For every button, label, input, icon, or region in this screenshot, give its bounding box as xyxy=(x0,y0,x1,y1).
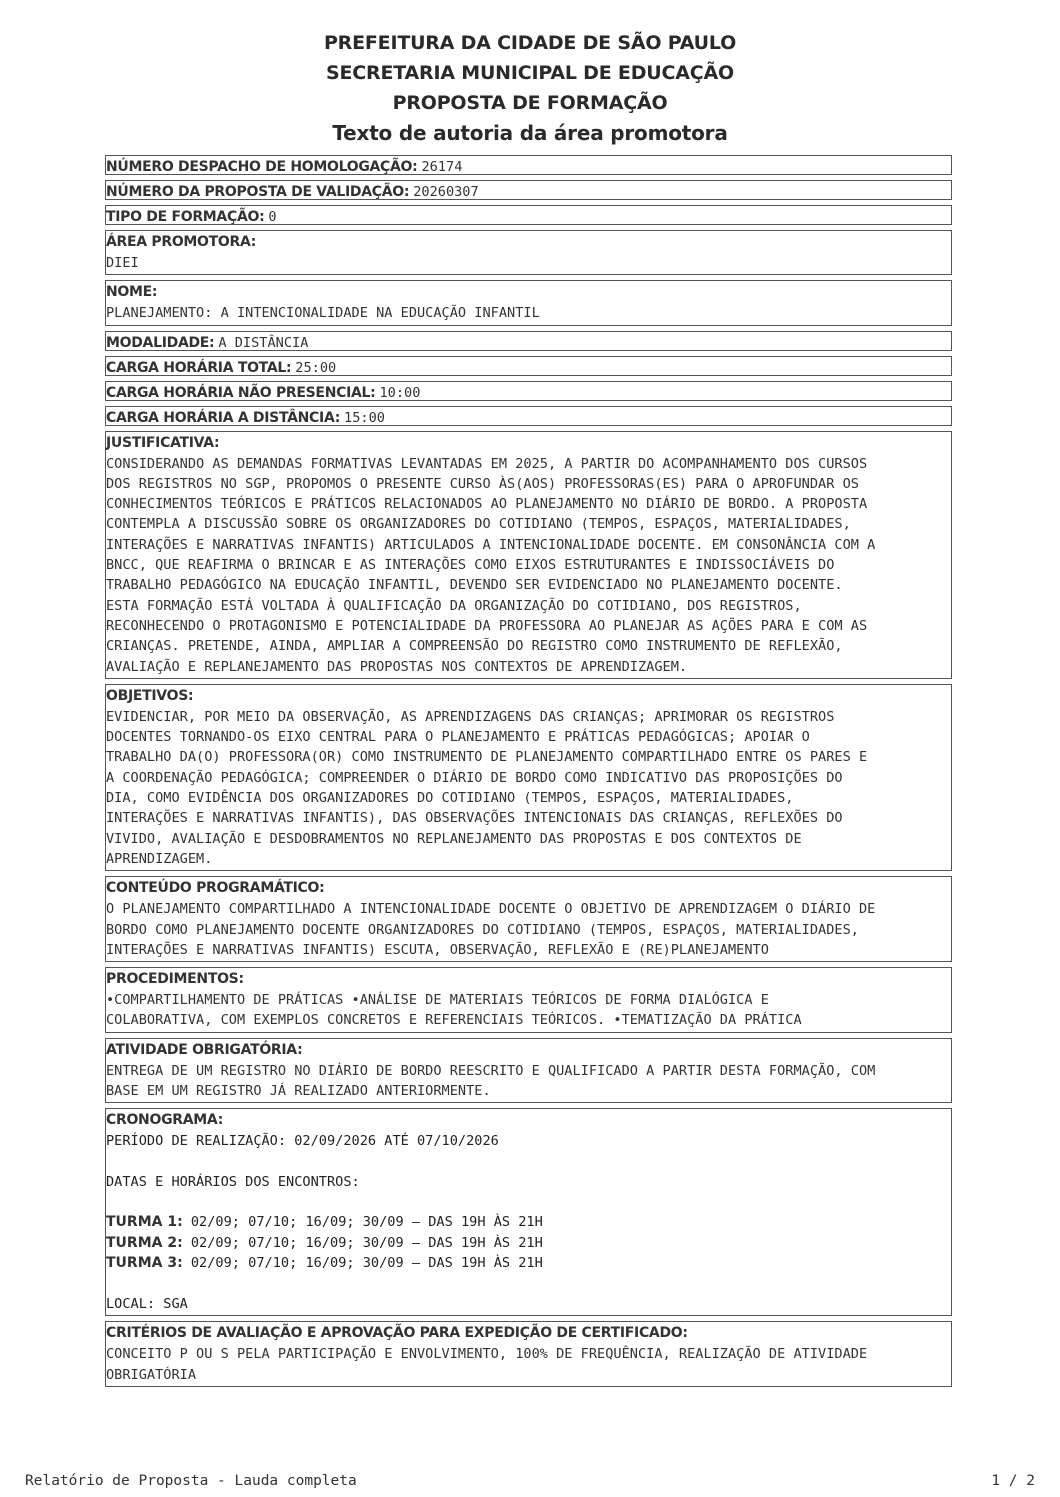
field-label: OBJETIVOS: xyxy=(106,687,194,704)
cronograma-local: LOCAL: SGA xyxy=(106,1295,188,1312)
field-modalidade xyxy=(105,331,952,351)
field-value: 10:00 xyxy=(379,384,421,401)
document-header xyxy=(0,28,1060,148)
field-value: EVIDENCIAR, POR MEIO DA OBSERVAÇÃO, AS APRENDIZAGENS DAS CRIANÇAS; APRIMORAR OS REGISTROS DOCENTES TORNANDO-OS EIXO CENTRAL PARA O PLANEJAMENTO E PRÁTICAS PEDAGÓGICAS; APOIAR O TRABALHO DA(O) PROFESSORA(OR) COMO INSTRUMENTO DE PLANEJAMENTO COMPARTILHADO ENTRE OS PARES E A COORDENAÇÃO PEDAGÓGICA; COMPREENDER O DIÁRIO DE BORDO COMO INDICATIVO DAS PROPOSIÇÕES DO DIA, COMO EVIDÊNCIA DOS ORGANIZADORES DO COTIDIANO (TEMPOS, ESPAÇOS, MATERIALIDADES, INTERAÇÕES E NARRATIVAS INFANTIS), DAS OBSERVAÇÕES INTENCIONAIS DAS CRIANÇAS, REFLEXÕES DO VIVIDO, AVALIAÇÃO E DESDOBRAMENTOS NO REPLANEJAMENTO DAS PROPOSTAS E DOS CONTEXTOS DE APRENDIZAGEM. xyxy=(106,708,868,867)
field-despacho xyxy=(105,155,952,175)
field-label: ATIVIDADE OBRIGATÓRIA: xyxy=(106,1041,303,1058)
field-atividade-obrigatoria xyxy=(105,1038,952,1104)
cronograma-turma xyxy=(106,1233,951,1254)
field-value: 20260307 xyxy=(413,184,479,200)
field-value: •COMPARTILHAMENTO DE PRÁTICAS •ANÁLISE DE MATERIAIS TEÓRICOS DE FORMA DIALÓGICA E COLABORATIVA, COM EXEMPLOS CONCRETOS E REFERENCIAIS TEÓRICOS. •TEMATIZAÇÃO DA PRÁTICA xyxy=(106,992,802,1029)
field-value: A DISTÂNCIA xyxy=(218,334,309,351)
field-nome xyxy=(105,280,952,325)
turma-value: 02/09; 07/10; 16/09; 30/09 — DAS 19H ÀS 21H xyxy=(190,1234,543,1251)
turma-label: TURMA 3: xyxy=(106,1255,183,1272)
header-prefeitura: PREFEITURA DA CIDADE DE SÃO PAULO xyxy=(323,32,737,54)
field-cronograma xyxy=(105,1108,952,1316)
field-carga-nao-presencial xyxy=(105,381,952,401)
field-label: JUSTIFICATIVA: xyxy=(106,434,220,451)
field-label: CARGA HORÁRIA TOTAL: xyxy=(106,359,292,376)
turma-value: 02/09; 07/10; 16/09; 30/09 — DAS 19H ÀS 21H xyxy=(190,1214,543,1231)
field-area-promotora xyxy=(105,230,952,275)
cronograma-turma xyxy=(106,1212,951,1233)
field-criterios xyxy=(105,1321,952,1387)
turma-label: TURMA 1: xyxy=(106,1214,183,1231)
turma-label: TURMA 2: xyxy=(106,1234,183,1251)
field-label: CONTEÚDO PROGRAMÁTICO: xyxy=(106,880,325,897)
field-value: PLANEJAMENTO: A INTENCIONALIDADE NA EDUCAÇÃO INFANTIL xyxy=(106,305,540,322)
field-proposta xyxy=(105,180,952,200)
field-label: NÚMERO DESPACHO DE HOMOLOGAÇÃO: xyxy=(106,159,418,175)
field-label: CARGA HORÁRIA NÃO PRESENCIAL: xyxy=(106,384,376,401)
field-label: MODALIDADE: xyxy=(106,334,215,351)
field-label: CRONOGRAMA: xyxy=(106,1112,224,1129)
field-value: ENTREGA DE UM REGISTRO NO DIÁRIO DE BORDO REESCRITO E QUALIFICADO A PARTIR DESTA FORMAÇÃO, COM BASE EM UM REGISTRO JÁ REALIZADO ANTERIORMENTE. xyxy=(106,1062,876,1100)
field-procedimentos xyxy=(105,967,952,1033)
field-label: ÁREA PROMOTORA: xyxy=(106,234,257,250)
field-label: TIPO DE FORMAÇÃO: xyxy=(106,209,265,225)
field-value: 0 xyxy=(268,209,277,225)
header-proposta: PROPOSTA DE FORMAÇÃO xyxy=(392,92,668,114)
footer-report-title: Relatório de Proposta - Lauda completa xyxy=(25,1473,357,1489)
field-label: CRITÉRIOS DE AVALIAÇÃO E APROVAÇÃO PARA EXPEDIÇÃO DE CERTIFICADO: xyxy=(106,1325,688,1342)
field-carga-distancia xyxy=(105,406,952,426)
field-value: DIEI xyxy=(106,255,139,271)
turma-value: 02/09; 07/10; 16/09; 30/09 — DAS 19H ÀS 21H xyxy=(190,1255,543,1272)
field-justificativa xyxy=(105,431,952,679)
cronograma-periodo: PERÍODO DE REALIZAÇÃO: 02/09/2026 ATÉ 07/10/2026 xyxy=(106,1133,499,1150)
field-objetivos xyxy=(105,684,952,871)
field-value: CONCEITO P OU S PELA PARTICIPAÇÃO E ENVOLVIMENTO, 100% DE FREQUÊNCIA, REALIZAÇÃO DE ATIVIDADE OBRIGATÓRIA xyxy=(106,1346,868,1383)
header-secretaria: SECRETARIA MUNICIPAL DE EDUCAÇÃO xyxy=(326,62,734,84)
page-footer xyxy=(25,1473,1035,1489)
field-carga-total xyxy=(105,356,952,376)
field-value: 25:00 xyxy=(295,359,337,376)
field-label: NOME: xyxy=(106,284,158,301)
field-value: O PLANEJAMENTO COMPARTILHADO A INTENCIONALIDADE DOCENTE O OBJETIVO DE APRENDIZAGEM O DIÁRIO DE BORDO COMO PLANEJAMENTO DOCENTE ORGANIZADORES DO COTIDIANO (TEMPOS, ESPAÇOS, MATERIALIDADES, INTERAÇÕES E NARRATIVAS INFANTIS) ESCUTA, OBSERVAÇÃO, REFLEXÃO E (RE)PLANEJAMENTO xyxy=(106,901,876,958)
field-label: CARGA HORÁRIA A DISTÂNCIA: xyxy=(106,409,341,426)
field-value: CONSIDERANDO AS DEMANDAS FORMATIVAS LEVANTADAS EM 2025, A PARTIR DO ACOMPANHAMENTO DOS CURSOS DOS REGISTROS NO SGP, PROPOMOS O PRESENTE CURSO ÀS(AOS) PROFESSORAS(ES) PARA O APROFUNDAR OS CONHECIMENTOS TEÓRICOS E PRÁTICOS RELACIONADOS AO PLANEJAMENTO NO DIÁRIO DE BORDO. A PROPOSTA CONTEMPLA A DISCUSSÃO SOBRE OS ORGANIZADORES DO COTIDIANO (TEMPOS, ESPAÇOS, MATERIALIDADES, INTERAÇÕES E NARRATIVAS INFANTIS) ARTICULADOS A INTENCIONALIDADE DOCENTE. EM CONSONÂNCIA COM A BNCC, QUE REAFIRMA O BRINCAR E AS INTERAÇÕES COMO EIXOS ESTRUTURANTES E INDISSOCIÁVEIS DO TRABALHO PEDAGÓGICO NA EDUCAÇÃO INFANTIL, DEVENDO SER EVIDENCIADO NO PLANEJAMENTO DOCENTE. ESTA FORMAÇÃO ESTÁ VOLTADA À QUALIFICAÇÃO DA ORGANIZAÇÃO DO COTIDIANO, DOS REGISTROS, RECONHECENDO O PROTAGONISMO E POTENCIALIDADE DA PROFESSORA AO PLANEJAR AS AÇÕES PARA E COM AS CRIANÇAS. PRETENDE, AINDA, AMPLIAR A COMPREENSÃO DO REGISTRO COMO INSTRUMENTO DE REFLEXÃO, AVALIAÇÃO E REPLANEJAMENTO DAS PROPOSTAS NOS CONTEXTOS DE APRENDIZAGEM. xyxy=(106,455,876,675)
header-subtitle: Texto de autoria da área promotora xyxy=(332,121,728,145)
cronograma-turma xyxy=(106,1253,951,1274)
field-value: 15:00 xyxy=(344,409,385,426)
proposal-fields xyxy=(105,155,952,1392)
field-label: NÚMERO DA PROPOSTA DE VALIDAÇÃO: xyxy=(106,184,410,200)
field-conteudo-programatico xyxy=(105,876,952,962)
field-tipo xyxy=(105,205,952,225)
field-value: 26174 xyxy=(421,159,463,175)
field-label: PROCEDIMENTOS: xyxy=(106,971,244,988)
page-number: 1 / 2 xyxy=(991,1473,1035,1489)
cronograma-datas-titulo: DATAS E HORÁRIOS DOS ENCONTROS: xyxy=(106,1173,360,1190)
